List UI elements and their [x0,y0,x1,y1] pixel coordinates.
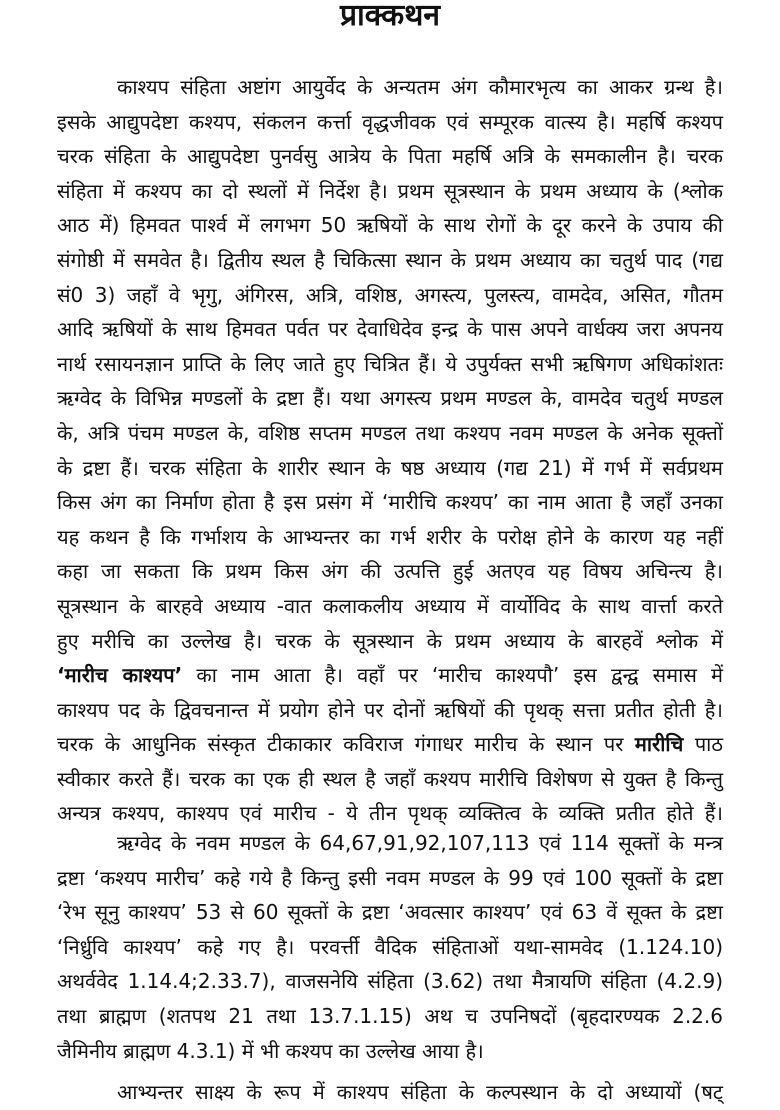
text-line [57,861,723,896]
text-line [57,485,723,520]
text-segment: चरक के आधुनिक संस्कृत टीकाकार कविराज गंगाधर मारीच के स्थान पर [57,732,635,757]
text-segment: ‘निर्ध्रुवि काश्यप’ कहे गए है। परवर्त्ती वैदिक संहिताओं यथा-सामवेद (1.124.10) [57,934,723,959]
text-line [57,589,723,624]
text-line [57,826,723,861]
text-segment: यह कथन है कि गर्भाशय के आभ्यन्तर का गर्भ शरीर के परोक्ष होने के कारण यह नहीं [57,524,723,549]
paragraph-2 [57,826,723,1068]
text-segment: ‘रेभ सूनु काश्यप’ 53 से 60 सूक्तों के द्रष्टा ‘अवत्सार काश्यप’ एवं 63 वें सूक्त के द्रष्टा [57,900,723,925]
text-segment: के, अत्रि पंचम मण्डल के, वशिष्ठ सप्तम मण्डल तथा कश्यप नवम मण्डल के अनेक सूक्तों [57,420,723,445]
text-line [57,693,723,728]
text-line [57,347,723,382]
text-segment: का नाम आता है। वहाँ पर ‘मारीच काश्यपौ’ इस द्वन्द्व समास में [182,663,723,688]
text-segment: ऋग्वेद के नवम मण्डल के 64,67,91,92,107,113 एवं 114 सूक्तों के मन्त्र [117,831,723,855]
text-segment: स्वीकार करते हैं। चरक का एक ही स्थल है जहाँ कश्यप मारीचि विशेषण से युक्त है किन्तु [57,766,723,791]
text-line [57,895,723,930]
text-segment: चरक संहिता के आद्युपदेष्टा पुनर्वसु आत्रेय के पिता महर्षि अत्रि के समकालीन है। चरक [57,144,723,169]
text-segment: सूत्रस्थान के बारहवे अध्याय -वात कलाकलीय अध्याय में वार्योविद के साथ वार्त्ता करते [57,593,723,618]
text-line [57,930,723,965]
text-line [57,727,723,762]
bold-text-segment: मारीचि [634,732,684,757]
text-segment: द्रष्टा ‘कश्यप मारीच’ कहे गये है किन्तु इसी नवम मण्डल के 99 एवं 100 सूक्तों के द्रष्टा [57,865,723,890]
text-line [57,999,723,1034]
paragraph-1 [57,70,723,831]
text-segment: किस अंग का निर्माण होता है इस प्रसंग में ‘मारीचि कश्यप’ का नाम आता है जहाँ उनका [57,490,723,515]
text-segment: संहिता में कश्यप का दो स्थलों में निर्देश है। प्रथम सूत्रस्थान के प्रथम अध्याय के (श्लोक [57,178,723,203]
text-line [57,658,723,693]
text-segment: इसके आद्युपदेष्टा कश्यप, संकलन कर्त्ता वृद्धजीवक एवं सम्पूरक वात्स्य है। महर्षि कश्यप [57,109,723,134]
text-segment: ऋग्वेद के विभिन्न मण्डलों के द्रष्टा हैं। यथा अगस्त्य प्रथम मण्डल के, वामदेव चतुर्थ मण्डल [57,386,723,411]
text-segment: आठ में) हिमवत पार्श्व में लगभग 50 ऋषियों के साथ रोगों के दूर करने के उपाय की [57,213,723,238]
text-segment: तथा ब्राह्मण (शतपथ 21 तथा 13.7.1.15) अथ च उपनिषदों (बृहदारण्यक 2.2.6 [57,1003,723,1028]
paragraph-3 [57,1075,723,1110]
text-line [57,554,723,589]
text-line [57,381,723,416]
text-line [57,208,723,243]
text-segment: हुए मरीचि का उल्लेख है। चरक के सूत्रस्थान के प्रथम अध्याय के बारहवें श्लोक में [57,628,723,653]
text-line [57,964,723,999]
text-segment: सं0 3) जहाँ वे भृगु, अंगिरस, अत्रि, वशिष्ठ, अगस्त्य, पुलस्त्य, वामदेव, असित, गौतम [57,282,723,307]
text-segment: आभ्यन्तर साक्ष्य के रूप में काश्यप संहिता के कल्पस्थान के दो अध्यायों (षट् [117,1080,723,1104]
text-line [57,520,723,555]
text-line [57,70,723,105]
text-segment: जैमिनीय ब्राह्मण 4.3.1) में भी कश्यप का उल्लेख आया है। [57,1038,484,1063]
text-line [57,139,723,174]
text-segment: काश्यप संहिता अष्टांग आयुर्वेद के अन्यतम अंग कौमारभृत्य का आकर ग्रन्थ है। [117,75,723,99]
text-segment: अन्यत्र कश्यप, काश्यप एवं मारीच - ये तीन पृथक् व्यक्तित्व के व्यक्ति प्रतीत होते हैं। [57,801,723,826]
text-segment: काश्यप पद के द्विवचनान्त में प्रयोग होने पर दोनों ऋषियों की पृथक् सत्ता प्रतीत होती है। [57,697,723,722]
text-line [57,1075,723,1110]
text-line [57,762,723,797]
text-segment: कहा जा सकता कि प्रथम किस अंग की उत्पत्ति हुई अतएव यह विषय अचिन्त्य है। [57,559,723,584]
text-line [57,243,723,278]
text-line [57,312,723,347]
text-line [57,1034,723,1069]
text-line [57,451,723,486]
text-line [57,278,723,313]
page-title: प्राक्कथन [339,0,441,33]
text-line [57,174,723,209]
text-segment: संगोष्ठी में समवेत है। द्वितीय स्थल है चिकित्सा स्थान के प्रथम अध्याय का चतुर्थ पाद (गद्य [57,247,723,272]
text-segment: नार्थ रसायनज्ञान प्राप्ति के लिए जाते हुए चित्रित हैं। ये उपुर्यक्त सभी ऋषिगण अधिकांशतः [57,351,723,376]
text-line [57,105,723,140]
text-line [57,416,723,451]
text-segment: पाठ [683,732,723,757]
text-line [57,624,723,659]
text-segment: आदि ऋषियों के साथ हिमवत पर्वत पर देवाधिदेव इन्द्र के पास अपने वार्धक्य जरा अपनय [57,317,723,342]
text-segment: के द्रष्टा हैं। चरक संहिता के शारीर स्थान के षष्ठ अध्याय (गद्य 21) में गर्भ में सर्वप्रथम [57,455,723,480]
bold-text-segment: ‘मारीच काश्यप’ [57,663,183,688]
text-segment: अथर्ववेद 1.14.4;2.33.7), वाजसनेयि संहिता (3.62) तथा मैत्रायणि संहिता (4.2.9) [57,969,723,994]
